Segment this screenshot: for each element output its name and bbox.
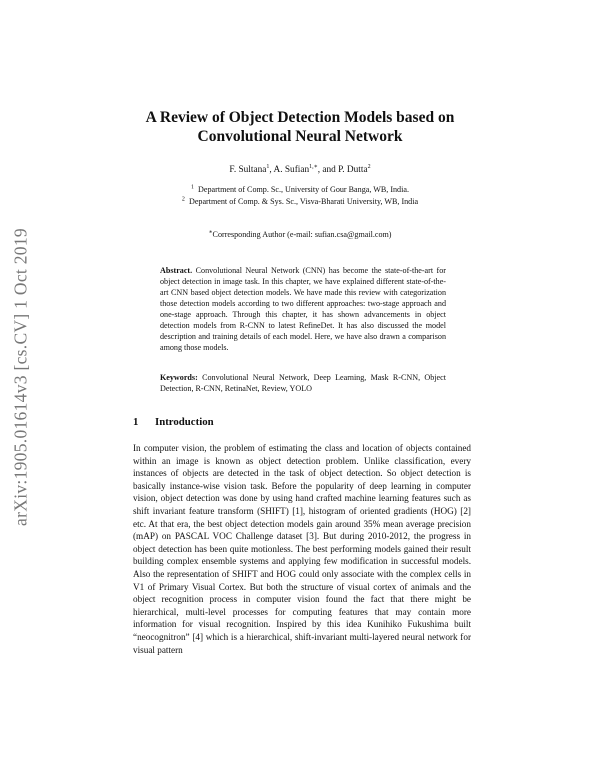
- keywords: [160, 372, 446, 394]
- arxiv-identifier: [8, 212, 34, 542]
- affiliation-2: [110, 196, 490, 207]
- author-3: P. Dutta: [338, 165, 368, 175]
- section-number: 1: [133, 416, 139, 428]
- author-list: [120, 165, 480, 175]
- introduction-paragraph: In computer vision, the problem of estimating the class and location of objects contained within an image is known as object detection problem. Unlike classification, every instances of objects are detected in the task of object detection. So object detection is basically instance-wise vision task. Before the popularity of deep learning in computer vision, object detection was done by using hand crafted machine learning features such as shift invariant feature transform (SHIFT) [1], histogram of oriented gradients (HOG) [2] etc. At that era, the best object detection models gain around 35% mean average precision (mAP) on PASCAL VOC Challenge dataset [3]. But during 2010-2012, the progress in object detection has been quite motionless. The best performing models gained their result building complex ensemble systems and applying few modification in successful models. Also the representation of SHIFT and HOG could only associate with the complex cells in V1 of Primary Visual Cortex. But both the structure of visual cortex of animals and the object recognition process in computer vision found the fact that there might be hierarchical, multi-level processes for computing features that may contain more information for visual recognition. Inspired by this idea Kunihiko Fukushima built “neocognitron” [4] which is a hierarchical, shift-invariant multi-layered neural network for visual pattern: [133, 443, 471, 655]
- title-line-1: A Review of Object Detection Models based on: [145, 109, 455, 126]
- abstract-text: Convolutional Neural Network (CNN) has become the state-of-the-art for object detection in image task. In this chapter, we have explained different state-of-the-art CNN based object detection models. We have made this review with categorization those detection models according to two different approaches: two-stage approach and one-stage approach. Through this chapter, it has shown advancements in object detection models from R-CNN to latest RefineDet. It has also discussed the model description and training details of each model. Here, we have also drawn a comparison among those models.: [160, 266, 446, 352]
- corresponding-author: [110, 230, 490, 239]
- paper-title: [120, 108, 480, 146]
- title-line-2: Convolutional Neural Network: [197, 128, 403, 145]
- section-title: Introduction: [155, 416, 214, 428]
- abstract: [160, 265, 446, 353]
- corresponding-text: Corresponding Author (e-mail: sufian.csa@gmail.com): [212, 230, 392, 239]
- author-separator: , and: [317, 165, 339, 175]
- affiliation-2-text: Department of Comp. & Sys. Sc., Visva-Bharati University, WB, India: [188, 197, 419, 206]
- abstract-label: Abstract.: [160, 266, 193, 275]
- author-2: A. Sufian: [273, 165, 310, 175]
- author-1-sup: 1: [266, 163, 270, 170]
- author-3-sup: 2: [367, 163, 371, 170]
- author-1: F. Sultana: [229, 165, 267, 175]
- affiliation-1-text: Department of Comp. Sc., University of Gour Banga, WB, India.: [198, 185, 409, 194]
- keywords-text: Convolutional Neural Network, Deep Learning, Mask R-CNN, Object Detection, R-CNN, RetinaNet, Review, YOLO: [160, 373, 446, 393]
- affiliation-1-sup: 1: [191, 184, 194, 191]
- keywords-label: Keywords:: [160, 373, 198, 382]
- affiliation-1: [110, 184, 490, 195]
- affiliation-2-sup: 2: [181, 196, 185, 203]
- section-heading: [133, 416, 214, 428]
- corresponding-sup: ∗: [208, 229, 213, 236]
- author-2-sup: 1,∗: [309, 163, 318, 170]
- arxiv-identifier-text: arXiv:1905.01614v3 [cs.CV] 1 Oct 2019: [10, 228, 31, 526]
- author-separator: ,: [269, 165, 274, 175]
